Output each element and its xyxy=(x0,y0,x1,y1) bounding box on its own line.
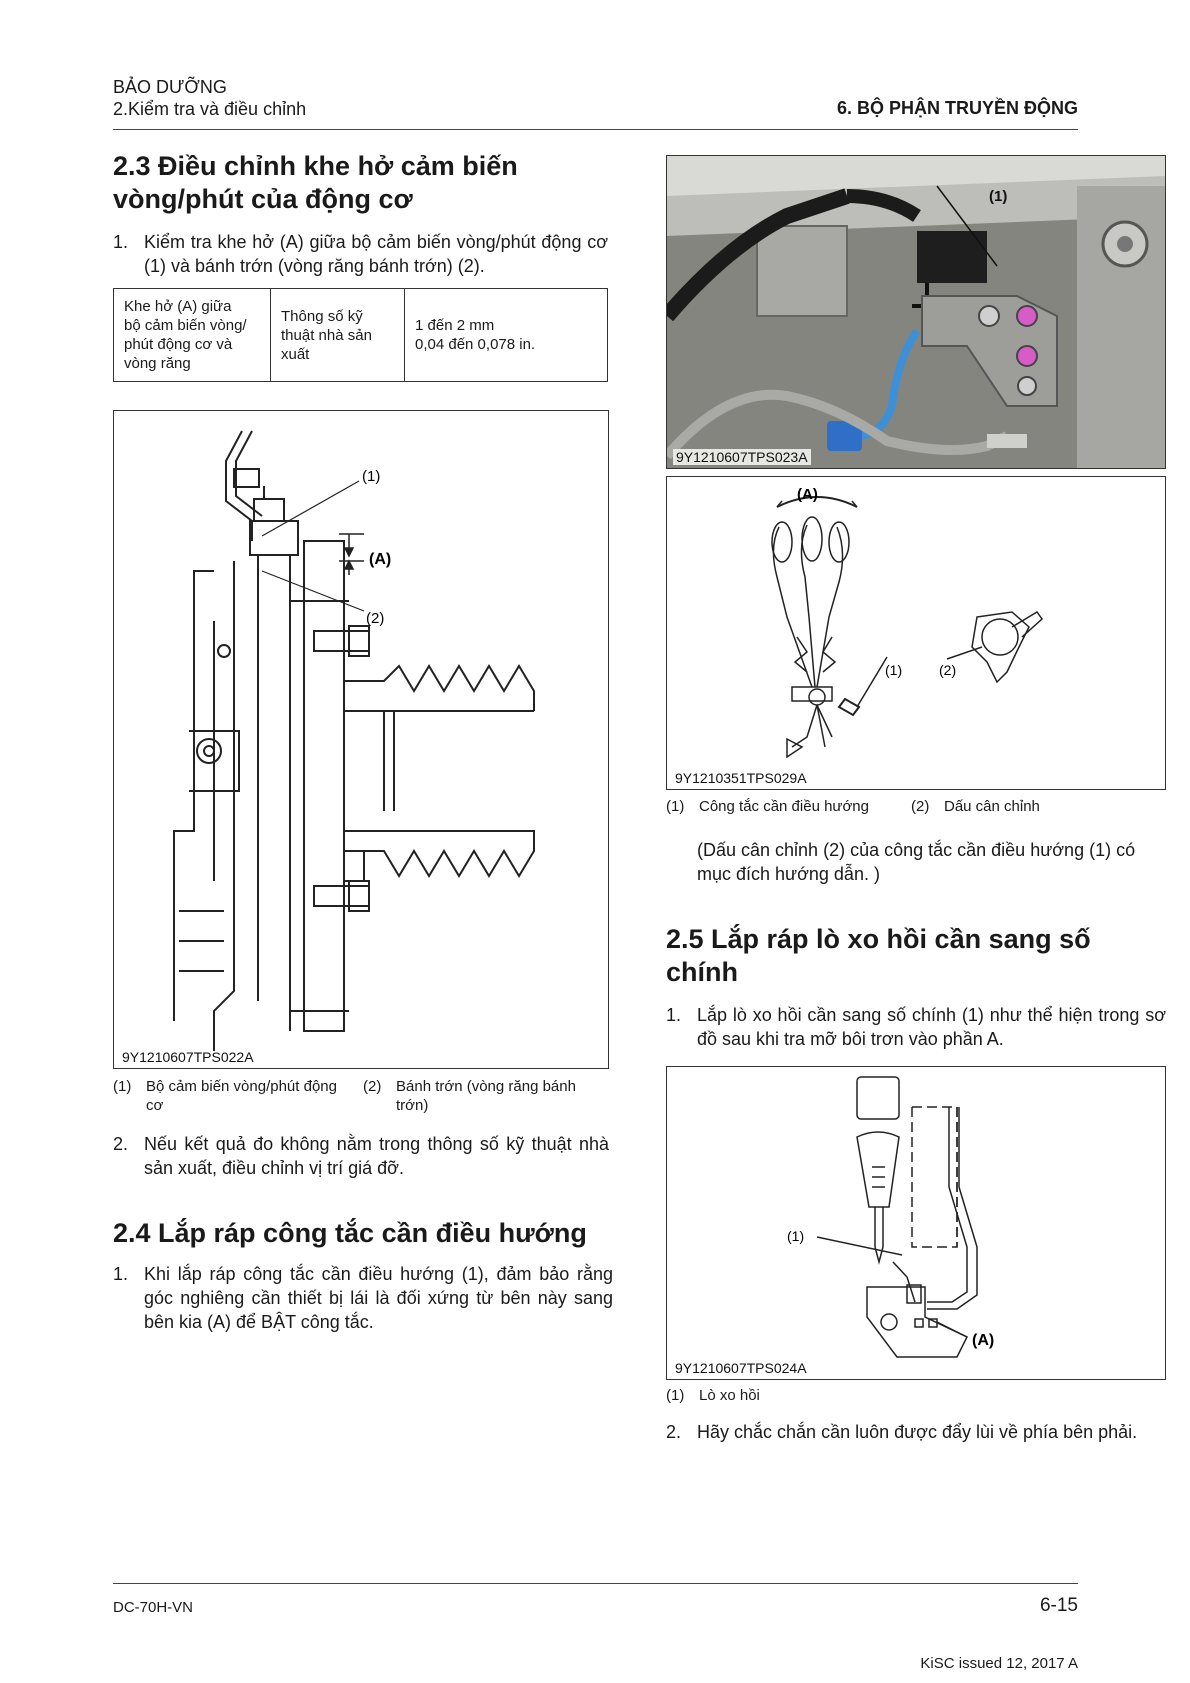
section-2-4-title: 2.4 Lắp ráp công tắc cần điều hướng xyxy=(113,1218,587,1248)
s23-captions xyxy=(113,1077,609,1115)
caption-item: (1) Bộ cảm biến vòng/phút động cơ xyxy=(113,1078,337,1114)
caption-item: (2) Dấu cân chỉnh xyxy=(911,798,1040,815)
s24-block xyxy=(113,1217,613,1334)
s23-step-2: 2. Nếu kết quả đo không nằm trong thông số kỹ thuật nhà sản xuất, điều chỉnh vị trí giá đỡ. xyxy=(113,1134,609,1178)
figure-code: 9Y1210607TPS023A xyxy=(673,449,811,465)
spec-type-cell: Thông số kỹ thuật nhà sản xuất xyxy=(271,289,405,382)
running-header xyxy=(113,76,306,120)
return-spring-drawing xyxy=(667,1067,1165,1379)
issue-note: KiSC issued 12, 2017 A xyxy=(920,1655,1078,1672)
figure-code: 9Y1210607TPS022A xyxy=(122,1049,254,1065)
label-grease-point: (A) xyxy=(972,1332,995,1349)
label-switch: (1) xyxy=(885,662,903,678)
s23-step-2-wrap xyxy=(113,1132,609,1180)
header-divider xyxy=(113,129,1078,130)
label-angle: (A) xyxy=(797,486,818,503)
label-sensor: (1) xyxy=(362,468,381,485)
footer-divider xyxy=(113,1583,1078,1584)
s25-block xyxy=(666,923,1166,1051)
figure-code: 9Y1210351TPS029A xyxy=(675,770,807,786)
spec-value-cell: 1 đến 2 mm 0,04 đến 0,078 in. xyxy=(405,289,608,382)
label-switch: (1) xyxy=(989,188,1008,205)
s25-step-1: 1. Lắp lò xo hồi cần sang số chính (1) như thể hiện trong sơ đồ sau khi tra mỡ bôi trơn vào phần A. xyxy=(666,1005,1166,1049)
label-gap: (A) xyxy=(369,551,392,568)
label-mark: (2) xyxy=(939,662,957,678)
label-flywheel: (2) xyxy=(366,610,385,627)
switch-photo-drawing xyxy=(667,156,1165,468)
return-spring-diagram xyxy=(666,1066,1166,1380)
header-chapter: 6. BỘ PHẬN TRUYỀN ĐỘNG xyxy=(836,98,1078,118)
left-column xyxy=(113,150,608,382)
table-row xyxy=(114,289,608,382)
s25-caption: (1) Lò xo hồi xyxy=(666,1387,760,1404)
header-subsection: 2.Kiểm tra và điều chỉnh xyxy=(113,99,307,119)
document-id: DC-70H-VN xyxy=(113,1599,194,1616)
spec-table xyxy=(113,288,608,382)
sensor-gap-diagram xyxy=(113,410,609,1069)
s24-step-1: 1. Khi lắp ráp công tắc cần điều hướng (1), đảm bảo rằng góc nghiêng cần thiết bị lái là đối xứng từ bên này sang bên kia (A) để BẬT công tắc. xyxy=(113,1264,613,1332)
s23-step-1: 1. Kiểm tra khe hở (A) giữa bộ cảm biến vòng/phút động cơ (1) và bánh trớn (vòng răng bánh trớn) (2). xyxy=(113,232,608,276)
page-number: 6-15 xyxy=(1039,1595,1078,1616)
s25-step-2: 2. Hãy chắc chắn cần luôn được đẩy lùi về phía bên phải. xyxy=(666,1422,1138,1442)
steering-lever-diagram xyxy=(666,476,1166,790)
steering-lever-drawing xyxy=(667,477,1165,789)
section-2-3-title: 2.3 Điều chỉnh khe hở cảm biến vòng/phút của động cơ xyxy=(113,151,518,214)
spec-item-cell: Khe hở (A) giữa bộ cảm biến vòng/ phút động cơ và vòng răng xyxy=(114,289,271,382)
caption-item: (2) Bánh trớn (vòng răng bánh trớn) xyxy=(363,1078,576,1114)
switch-photo xyxy=(666,155,1166,469)
s24-captions xyxy=(666,797,1166,816)
caption-item: (1) Công tắc cần điều hướng xyxy=(666,798,869,815)
section-2-5-title: 2.5 Lắp ráp lò xo hồi cần sang số chính xyxy=(666,924,1091,987)
header-section: BẢO DƯỠNG xyxy=(113,77,227,97)
figure-code: 9Y1210607TPS024A xyxy=(675,1360,807,1376)
s24-note: (Dấu cân chỉnh (2) của công tắc cần điều hướng (1) có mục đích hướng dẫn. ) xyxy=(697,840,1136,884)
sensor-flywheel-drawing xyxy=(114,411,608,1068)
label-spring: (1) xyxy=(787,1228,805,1244)
